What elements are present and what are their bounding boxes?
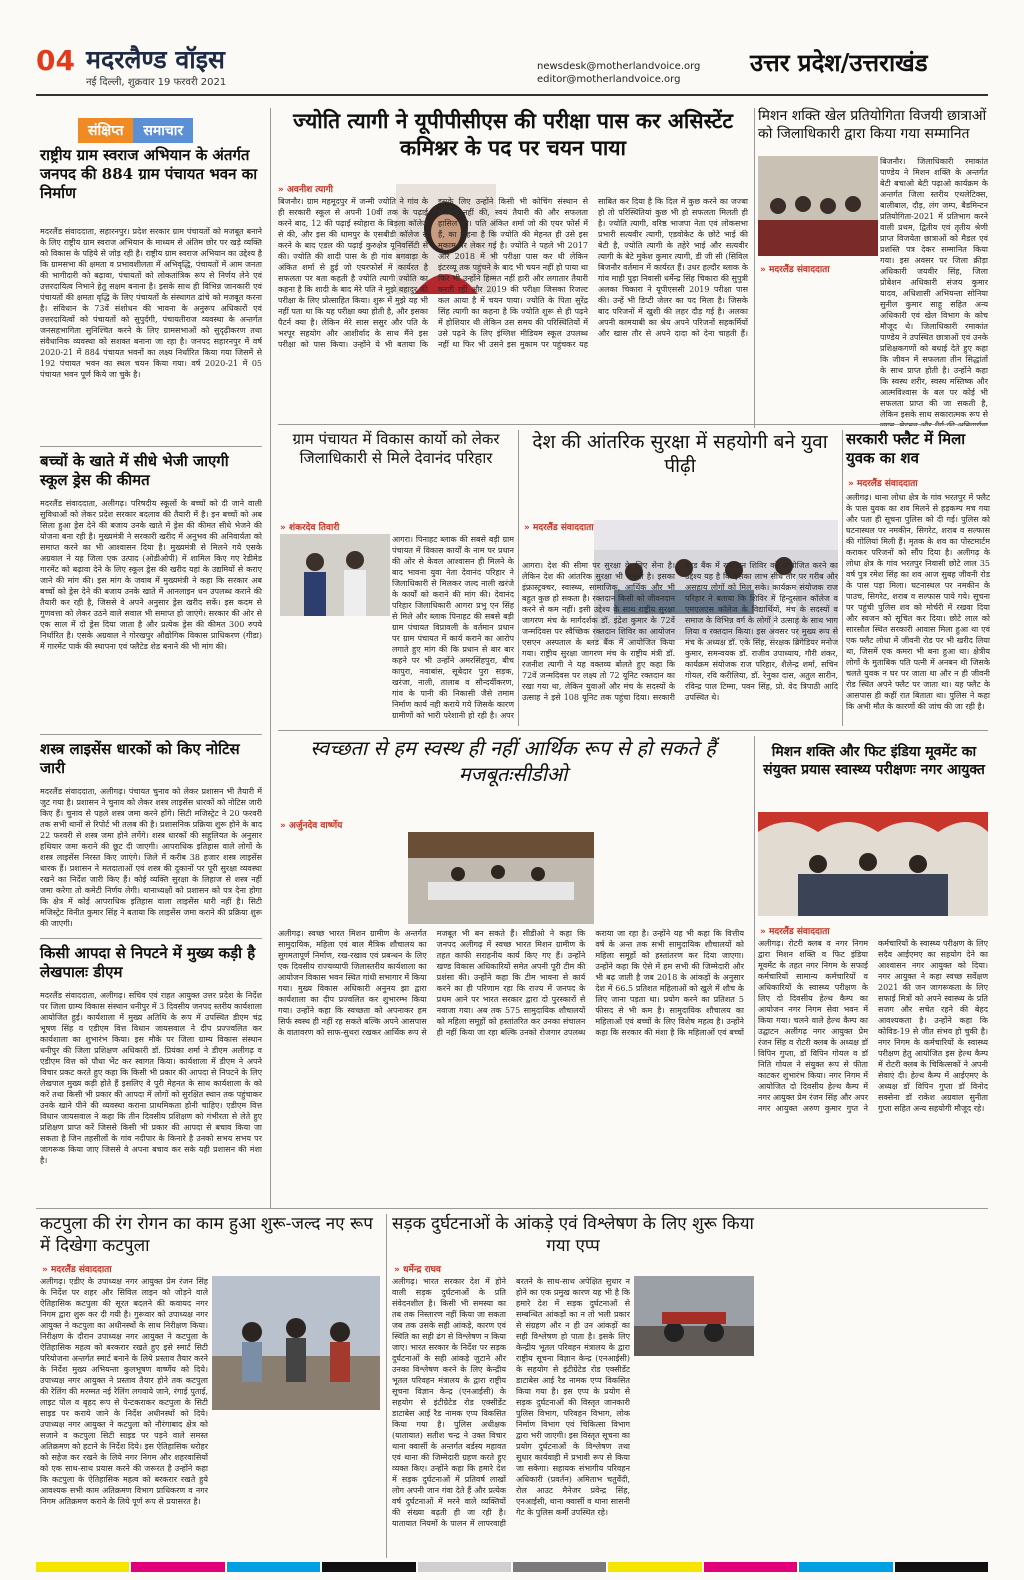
byline-text: मदरलैंड संवाददाता [532, 523, 594, 533]
color-swatch [322, 1562, 415, 1572]
meeting-photo-icon [280, 534, 390, 616]
byline-text: अवनीश त्यागी [286, 185, 333, 195]
swachhta-byline: » अर्जुनदेव वार्ष्णेय [280, 821, 343, 831]
byline-text: मदरलैंड संवाददाता [768, 265, 830, 275]
story-headline: शस्त्र लाइसेंस धारकों को किए नोटिस जारी [40, 740, 240, 778]
fit-india-byline: » मदरलैंड संवाददाता [760, 927, 830, 937]
bridge-inspection-photo-icon [212, 1276, 380, 1410]
gram-panchayat-body: आगरा। पिनाहट ब्लाक की सबसे बड़ी ग्राम पंचायत में विकास कार्यों के नाम पर प्रधान की ओर से केवल आश्वासन ही मिलने के बाद भावना युवा नेता देवानंद परिहार ने जिलाधिकारी से मिलकर जल्द नाली खरंजे के कार्यों को कराने की मांग की। देवानंद परिहार जिलाधिकारी आगरा प्रभु एन सिंह से मिले और ब्लाक पिनाहट की सबसे बड़ी ग्राम पंचायत विप्रावली के वर्तमान प्रधान पर ग्राम पंचायत में कार्य कराने का आरोप लगाते हुए मांग की कि प्रधान से बार बार कहने पर भी उन्होंने अमरसिंहपुरा, बीच कापुरा, नवाबांस, सूबेदार पुरा सड़क, खरंजा, नाली, तालाब व सौन्दर्यीकरण, गांव के पानी की निकासी जैसे तमाम निर्माण कार्य नही कराये गये जिसके कारण ग्रामीणों को भारी परेशानी हो रही है। अपर [392, 535, 514, 720]
color-swatch [418, 1562, 511, 1572]
color-swatch [131, 1562, 224, 1572]
story-headline: किसी आपदा से निपटने में मुख्य कड़ी है लेखपालः डीएम [40, 944, 256, 982]
sadak-photo [634, 1276, 754, 1356]
swachhta-body: अलीगढ़। स्वच्छ भारत मिशन ग्रामीण के अन्तर्गत सामुदायिक, महिला एवं बाल मैत्रिक शौचालय का सुगमतापूर्ण निर्माण, रख-रखाव एवं प्रबन्धन के लिए एक दिवसीय राज्यव्यापी जिलास्तरीय कार्यशाला का आयोजन विकास भवन स्थित गांधी सभागार में किया गया। मुख्य विकास अधिकारी अनुनय झा द्वारा कार्यशाला का दीप प्रज्वलित कर शुभारम्भ किया गया। उन्होंने कहा कि स्वच्छता को अपनाकर हम सिर्फ स्वस्थ ही नहीं रह सकते बल्कि अपने आसपास के वातावरण को साफ-सुथरा रखकर आर्थिक रूप से मजबूत भी बन सकते हैं। सीडीओ ने कहा कि जनपद अलीगढ़ में स्वच्छ भारत मिशन ग्रामीण के तहत काफी सराहनीय कार्य किए गए हैं। उन्होंने खण्ड विकास अधिकारियों समेत अपनी पूरी टीम की प्रशंसा की। उन्होंने कहा कि टीम भावना से कार्य करने का ही परिणाम रहा कि राज्य में जनपद के प्रथम आने पर भारत सरकार द्वारा दो पुरस्कारों से नवाजा गया। अब तक 575 सामुदायिक शौचालयों को महिला समूहों को हस्तांतरित कर उनका संचालन ही नहीं किया जा रहा बल्कि उनको रोजगार उपलब्ध कराया जा रहा है। उन्होंने यह भी कहा कि वित्तीय वर्ष के अन्त तक सभी सामुदायिक शौचालयों को महिला समूहों को हस्तांतरण कर दिया जाएगा। उन्होंने कहा कि ऐसे में हम सभी की जिम्मेदारी और भी बढ़ जाती है जब 2018 के आंकड़ों के अनुसार देश में 66.5 प्रतिशत महिलाओं को खुले में शौच के लिए जाना पड़ता था। प्रयोग करने का प्रतिशत 5 फीसद से भी कम है। सामुदायिक शौचालय का महिलाओं एवं बच्चों के लिए विशेष महत्व है। उन्होंने कहा कि सरकार की मंशा है कि महिलाओं एवं बच्चों [278, 929, 744, 1037]
byline-text: अर्जुनदेव वार्ष्णेय [288, 821, 343, 831]
katpula-photo [212, 1276, 380, 1410]
divider [36, 1208, 988, 1209]
gram-panchayat-photo [280, 534, 390, 616]
color-swatch [608, 1562, 701, 1572]
fit-india-headline: मिशन शक्ति और फिट इंडिया मूवमेंट का संयुक्त प्रयास स्वास्थ्य परीक्षणः नगर आयुक्त [763, 744, 985, 778]
katpula-headline: कटपुला की रंग रोगन का काम हुआ शुरू-जल्द नए रूप में दिखेगा कटपुला [40, 1214, 373, 1256]
byline-text: धर्मेन्द्र राघव [402, 1265, 441, 1275]
color-swatch [36, 1562, 129, 1572]
katpula-body: अलीगढ़। एडीए के उपाध्यक्ष नगर आयुक्त प्रेम रंजन सिंह के निर्देश पर शहर और सिविल लाइन को जोड़ने वाले ऐतिहासिक कटपुला की सूरत बदलने की कवायद नगर निगम द्वारा शुरू कर दी गयी है। गुरूवार को उपाध्यक्ष नगर आयुक्त ने कटपुला का अधीनस्थों के साथ निरीक्षण किया। निरीक्षण के दौरान उपाध्यक्ष नगर आयुक्त ने कटपुला के ऐतिहासिक महत्व को बरकरार रखते हुए इसे स्मार्ट सिटी परियोजना अन्तर्गत स्मार्ट बनाने के लिये प्रस्ताव तैयार करने के निर्देश मुख्य अभियन्ता कुलभूषण वार्ष्णेय को दिये। उपाध्यक्ष नगर आयुक्त ने प्रस्ताव तैयार होने तक कटपुला की रेलिंग की मरम्मत नई रेलिंग लगवाये जाने, रंगाई पुताई, लाइट पोल व बृहद रूप से पेन्टकराकर कटपुला के सिटी साइड पर कराये जाने के निर्देश अधीनस्थों को दिये। उपाध्यक्ष नगर आयुक्त ने कटपुला को नौरंगाबाद क्षेत्र को सजाने व कटपुला सिटी साइड पर पड़ने वाले समस्त अतिक्रमण को हटाने के निर्देश दिये। इस ऐतिहासिक धरोहर को सहेज कर रखने के लिये नगर निगम और शहरवासियों को एक साथ-साथ प्रयास करने की जरूरत है उन्होंने कहा कि कटपुला के ऐतिहासिक महत्व को बरकरार रखते हुये आवश्यक सभी काम अतिक्रमण विभाग प्राधिकरण व नगर निगम अतिक्रमण कराने के लिये पूर्ण रूप से प्रयासरत है। [40, 1277, 208, 1506]
ribbon-cutting-photo-icon [758, 812, 988, 916]
column-rule [386, 1214, 387, 1558]
byline-text: मदरलैंड संवाददाता [856, 479, 918, 489]
sankshipt-badge [78, 118, 193, 143]
divider [40, 734, 262, 735]
dateline: नई दिल्ली, शुक्रवार 19 फरवरी 2021 [86, 77, 227, 88]
group-photo-icon [758, 156, 878, 256]
lead-headline: ज्योति त्यागी ने यूपीपीसीएस की परीक्षा पास कर असिस्टेंट कमिश्नर के पद पर चयन पाया [293, 108, 733, 160]
column-rule [518, 430, 519, 726]
byline-text: मदरलैंड संवाददाता [50, 1265, 112, 1275]
column-rule [754, 736, 755, 1056]
column-rule [754, 108, 755, 428]
swachhta-headline: स्वच्छता से हम स्वस्थ ही नहीं आर्थिक रूप से हो सकते हैं मजबूतःसीडीओ [310, 736, 716, 786]
byline-text: शंकरदेव तिवारी [288, 523, 340, 533]
story-body: मदरलैंड संवाददाता, अलीगढ़। सचिव एवं राहत आयुक्त उत्तर प्रदेश के निर्देश पर जिला ग्राम्य विकास संस्थान धनीपुर में 3 दिवसीय जनपद स्तरीय कार्यशाला आयोजित हुई। कार्यशाला में मुख्य अतिथि के रूप में उपस्थित डीएम चंद्र भूषण सिंह व एडीएम वित्त विधान जायसवाल ने दीप प्रज्ज्वलित कर कार्यशाला का शुभारंभ किया। इस मौके पर जिला ग्राम्य विकास संस्थान धनीपुर की जिला प्रशिक्षण अधिकारी डॉ. प्रियंका शर्मा ने डीएम अलीगढ़ व एडीएम वित्त को पौधा भेंट कर स्वागत किया। कार्यशाला में डीएम ने अपने विचार प्रकट करते हुए कहा कि किसी भी प्रकार की आपदा से निपटने के लिए लेखपाल मुख्य कड़ी होते हैं इसलिए वे पूरी मेहनत के साथ कार्यशाला के को करें तथा किसी भी प्रकार की आपदा में लोगों को सुरक्षित स्थान तक पहुंचाकर उनके खाने पीने की व्यवस्था कराना प्राथमिकता होनी चाहिए। एडीएम वित्त विधान जायसवाल ने कहा कि तीन दिवसीय प्रशिक्षण को गंभीरता से लेते हुए प्रशिक्षण प्राप्त करें जिससे किसी भी प्रकार की आपदा से बचाव किया जा सकता है जिन तहसीलों के गांव नदीपार के किनारे है उनको सभय सभय पर जागरूक किया जाए जिससे वे अपना बचाव कर सके यही प्रशासन की मंशा है। [40, 991, 262, 1165]
fit-india-photo [758, 812, 988, 916]
sadak-byline: » धर्मेन्द्र राघव [394, 1265, 441, 1275]
katpula-byline: » मदरलैंड संवाददाता [42, 1265, 112, 1275]
sadak-body: अलीगढ़। भारत सरकार देश में होने वाली सड़क दुर्घटनाओं के प्रति संवेदनशील है। किसी भी समस्या का तब तक निस्तारण नहीं किया जा सकता जब तक उसके सही आंकड़े, कारण एवं स्थिति का सही ढंग से विश्लेषण न किया जाए। भारत सरकार के निर्देश पर सड़क दुर्घटनाओं के सही आंकड़े जुटाने और उनका विश्लेषण करने के लिए केन्द्रीय भूतल परिवहन मंत्रालय के द्वारा राष्ट्रीय सूचना विज्ञान केन्द्र (एनआईसी) के सहयोग से इंटीग्रेटेड रोड एक्सीडेंट डाटाबेस आई रैड नामक एप्प विकसित किया गया है। पुलिस अधीक्षक (यातायात) सतीश चन्द्र ने उक्त विचार थाना क्वार्सी के अन्तर्गत बर्डस्य महावत एवं थाना की जिम्मेदारी ग्रहण करते हुए व्यक्त किए। उन्होंने कहा कि हमारे देश में सड़क दुर्घटनाओं में प्रतिवर्ष लाखों लोग अपनी जान गंवा देते हैं और प्रत्येक वर्ष दुर्घटनाओं में मरने वाले व्यक्तियों की संख्या बढ़ती ही जा रही है। यातायात नियमों के पालन में लापरवाही बरतने के साथ-साथ अपेक्षित सुधार न होने का एक प्रमुख कारण यह भी है कि हमारे देश में सड़क दुर्घटनाओं से सम्बन्धित आंकड़ों का न तो भली प्रकार से संग्रहण और न ही उन आंकड़ों का सही विश्लेषण हो पाता है। इसके लिए केन्द्रीय भूतल परिवहन मंत्रालय के द्वारा राष्ट्रीय सूचना विज्ञान केन्द्र (एनआईसी) के सहयोग से इंटीग्रेटेड रोड एक्सीडेंट डाटाबेस आई रैड नामक एप्प विकसित किया गया है। इस एप्प के प्रयोग से सड़क दुर्घटनाओं की विस्तृत जानकारी पुलिस विभाग, परिवहन विभाग, लोक निर्माण विभाग एवं चिकित्सा विभाग द्वारा भरी जाएगी। इस विस्तृत सूचना का प्रयोग दुर्घटनाओं के विश्लेषण तथा सुधार कार्यवाही में प्रभावी रूप से किया जा सकेगा। सहायक संभागीय परिवहन अधिकारी (प्रवर्तन) अमिताभ चतुर्वेदी, रोल आउट मैनेजर प्रवेन्द्र सिंह, एनआईसी, थाना क्वार्सी व थाना सासनी गेट के पुलिस कर्मी उपस्थित रहे। [392, 1277, 630, 1528]
email-editor-link[interactable]: editor@motherlandvoice.org [537, 74, 681, 85]
story-body: मदरलैंड संवाददाता, अलीगढ़। परिषदीय स्कूलों के बच्चों को दी जाने वाली सुविधाओं को लेकर प्रदेश सरकार बदलाव की तैयारी में है। इन बच्चों को अब सिला हुआ ड्रेस देने की बजाय उनके खाते में ड्रेस की कीमत सीधे भेजने की योजना बना रही है। मुख्यमंत्री ने सरकारी खरीद में अनुभव की अनिवार्यता को समाप्त करने का भी आश्वासन दिया है। मुख्यमंत्री से मिलने गये एसके अग्रवाल ने यह जिला एक उत्पाद (ओडीओपी) में शामिल किए गए रेडीमेड गारमेंट को बढ़ावा देने के लिए स्कूल ड्रेस की खरीद यहां के उद्यमियों से कराए जाने की मांग की। इस मांग के जवाब में मुख्यमंत्री ने कहा कि सरकार अब बच्चों को ड्रेस देने की बजाय उनके खाते में आनलाइन धन उपलब्ध कराने की तैयारी कर रही है, जिससे वे अपने अनुसार ड्रेस खरीद सकें। इस कदम से गुणवत्ता को लेकर उठने वाले सवाल भी समाप्त हो जाएंगे। सरकार की ओर से एक साल में दो ड्रेस दिया जाता है और प्रत्येक ड्रेस की कीमत 300 रुपये निर्धारित है। एसके अग्रवाल ने गोरखपुर औद्योगिक विकास प्राधिकरण (गीडा) में गारमेंट पार्क की स्थापना एवं फ्लैटेड शेड बनाने की भी मांग की। [40, 499, 262, 651]
mission-khel-headline: मिशन शक्ति खेल प्रतियोगिता विजयी छात्राओं को जिलाधिकारी द्वारा किया गया सम्मानित [758, 108, 987, 142]
section-title: उत्तर प्रदेश/उत्तराखंड [750, 48, 928, 77]
flat-body: अलीगढ़। थाना लोधा क्षेत्र के गांव भरतपुर में फ्लैट के पास युवक का शव मिलने से हड़कम्प मच गया और पता ही सूचना पुलिस को दी गई। पुलिस को घटनास्थल पर नमकीन, सिगरेट, शराब व सल्फास की गोलियां मिली हैं। मृतक के शव का पोस्टमार्टम कराकर परिजनों को सौंप दिया है। अलीगढ़ के लोधा क्षेत्र के गांव भरतपुर निवासी छोटे लाल 35 वर्ष पुत्र रमेश सिंह का शव आज सुबह जीवनी रोड के पास पड़ा मिला। घटनास्थल पर नमकीन के पाउच, सिगरेट, शराब व सल्फास पाये गये। सूचना पर पहुंची पुलिस शव को मोर्चरी में रखवा दिया और स्वजन को सूचित कर दिया। छोटे लाल को सारसौल स्थित सरकारी आवास मिला हुआ था एवं एक फ्लैट लोधा में जीवनी रोड पर भी खरीद लिया था, जिसमें एक कमरा भी बना हुआ था। क्षेत्रीय लोगों के मुताबिक पति पत्नी में अनबन थी जिसके चलते युवक न घर पर जाता था और न ही जीवनी रोड स्थित अपने फ्लैट पर जाता था। यह फ्लैट के आसपास ही कहीं रात बिताता था। पुलिस ने कहा कि अभी मौत के कारणों की जांच की जा रही है। [846, 493, 990, 711]
workshop-photo-icon [408, 832, 594, 924]
gram-panchayat-headline: ग्राम पंचायत में विकास कार्यो को लेकर जिलाधिकारी से मिले देवानंद परिहार [292, 430, 500, 468]
color-swatch [799, 1562, 892, 1572]
paper-name: मदरलैण्ड वॉइस [86, 45, 225, 74]
color-registration-bar [36, 1562, 988, 1572]
flat-byline: » मदरलैंड संवाददाता [848, 479, 918, 489]
mission-khel-byline: » मदरलैंड संवाददाता [760, 265, 830, 275]
column-rule [842, 430, 843, 726]
mission-khel-photo [758, 156, 878, 256]
suraksha-body: आगरा। देश की सीमा पर सुरक्षा के लिए सेना है। लेकिन देश की आंतरिक सुरक्षा भी जरूरी है। इसका इंफ्रास्ट्रक्चर, स्वास्थ्य, सामाजिक, आर्थिक और भी बहुत कुछ हो सकता है। रक्तदान किसी को जीवनदान करने से कम नहीं। इसी उद्देश्य के साथ राष्ट्रीय सुरक्षा जागरण मंच के मार्गदर्शक डॉ. इंद्रेश कुमार के 72वें जन्मदिवस पर स्वैच्छिक रक्तदान शिविर का आयोजन एसएन अस्पताल के ब्लड बैंक में आयोजित किया गया। राष्ट्रीय सुरक्षा जागरण मंच के राष्ट्रीय मंत्री डॉ. रजनीश त्यागी ने यह वक्तव्य बोलते हुए कहा कि 72वें जन्मदिवस पर लक्ष्य तो 72 यूनिट रक्तदान का रखा गया था, लेकिन युवाओं और मंच के सदस्यों के उत्साह ने इसे 108 यूनिट तक पहुंचा दिया। सरकारी ब्लड बैंक में रक्तदान शिविर को आयोजित करने का उद्देश्य यह है कि इसका लाभ सीधे तौर पर गरीब और असहाय लोगों को मिल सके। कार्यक्रम संयोजक राज परिहार ने बताया कि शिविर में हिन्दुस्तान कॉलेज व एमएलएस कॉलेज के विद्यार्थियों, मंच के सदस्यों व समाज के विभिन्न वर्ग के लोगों ने उत्साह के साथ भाग लिया व रक्तदान किया। इस अवसर पर मुख्य रूप से मंच के अध्यक्ष डॉ. एके सिंह, संरक्षक ब्रिगेडियर मनोज कुमार, समन्वयक डॉ. राजीव उपाध्याय, गौरी शंकर, कार्यक्रम संयोजक राज परिहार, शैलेन्द्र शर्मा, सचिन गोयल, रवि करीलिया, डॉ. रेनुका दास, अतुल सारीन, रविन्द्र पाल टिम्मा, पवन सिंह, प्रो. वेद त्रिपाठी आदि उपस्थित थे। [522, 561, 838, 702]
lead-body: बिजनौर। ग्राम महमूदपुर में जन्मी ज्योति ने गांव के ही सरकारी स्कूल से अपनी 10वीं तक के पढ़ाई करने बाद, 12 की पढ़ाई स्योहारा के बिड़ला कॉलेज से की, और इस की धामपुर के एसबीडी कॉलेज से करने के बाद एडल की पढ़ाई कुरुक्षेत्र यूनिवर्सिटी से की। ज्योति की शादी पास के ही गांव बगवाड़ा के अंकित शर्मा से हुई जो एयरफोर्स में कार्यरत है सफलता पर बता कहती है ज्योति त्यागी ज्योति का कहना है कि शादी के बाद मेरे पति ने मुझे बहादुर की परीक्षा के लिए प्रोत्साहित किया। शुरू में मुझे यह भी नहीं पता था कि यह परीक्षा क्या होती है, और इसका पैटर्न क्या है। लेकिन मेरे सास ससुर और पति के भरपूर सहयोग और आशीर्वाद के साथ मैंने इस परीक्षा को पास किया। उन्होंने ये भी बताया कि इसके लिए उन्होंने किसी भी कोचिंग संस्थान से कोचिंग नहीं की, स्वयं तैयारी की और सफलता हासिल की। पति अंकित शर्मा जो की एयर फोर्स में हैं, का कहना है कि ज्योति की मेहनत ही उसे इस मुकाम पर लेकर गई है। ज्योति ने पहले भी 2017 और 2018 में भी परीक्षा पास कर थी लेकिन इंटरव्यू तक पहुंचने के बाद भी चयन नहीं हो पाया था फिर भी उन्होंने हिम्मत नहीं हारी और लगातार तैयारी करती रहीं और 2019 की परीक्षा जिसका रिजल्ट कल आया है में चयन पाया। ज्योति के पिता सुरेंद्र सिंह त्यागी का कहना है कि ज्योति शुरू से ही पढ़ने में होशियार थी लेकिन उस समय की परिस्थितियों में उसे पढ़ने के लिए इंग्लिश मीडियम स्कूल उपलब्ध नहीं था फिर भी उसने इस मुकाम पर पहुंचकर यह साबित कर दिया है कि दिल में कुछ करने का जज्बा हो तो परिस्थितियां कुछ भी हो सफलता मिलती ही है। ज्योति त्यागी, वरिष्ठ भाजपा नेता एवं लोकसभा प्रभारी सत्यवीर त्यागी, एडवोकेट के छोटे भाई की बेटी है, ज्योति त्यागी के तहेरे भाई और सत्यवीर त्यागी के बेटे मुकेश कुमार त्यागी, डी जी सी (सिविल बिजनौर वर्तमान में कार्यरत हैं। उधर हल्दौर ब्लाक के गांव माही पुड़ा निवासी धर्मेन्द्र सिंह चिकारा की सुपुत्री अलका चिकारा ने यूपीएससी 2019 परीक्षा पास की। उन्हें भी डिप्टी जेलर का पद मिला है। जिसके बाद परिजनों में खुशी की लहर दौड़ गई है। अलका अपनी कामयाबी का श्रेय अपने परिजनों सहकर्मियों और खास तौर से अपने दादा को देना चाहती हैं। [278, 197, 748, 349]
color-swatch [895, 1562, 988, 1572]
story-body: मदरलैंड संवाददाता, अलीगढ़। पंचायत चुनाव को लेकर प्रशासन भी तैयारी में जुट गया है। प्रशासन ने चुनाव को लेकर शस्त्र लाइसेंस धारकों को नोटिस जारी किए हैं। चुनाव से पहले शस्त्र जमा करने होंगे। सिटी मजिस्ट्रेट ने 20 फरवरी तक सभी थानों से रिपोर्ट भी तलब की है। प्रशासनिक प्रक्रिया शुरू होने के बाद 22 फरवरी से शस्त्र जमा होने लगेंगे। शस्त्र धारकों की सहूलियत के अनुसार हथियार जमा कराने की छूट दी जाएगी। आपराधिक इतिहास वाले लोगों के शस्त्र लाइसेंस निरस्त किए जाएंगे। जिले में करीब 38 हजार शस्त्र लाइसेंस धारक हैं। प्रशासन ने मतदाताओं एवं शस्त्र की दुकानों पर पूरी सुरक्षा व्यवस्था रखने का निर्देश जारी किए हैं। कोई व्यक्ति सुरक्षा के लिहाज से शस्त्र नहीं जमा करेगा तो कमेटी निर्णय लेगी। थानाध्यक्षों को प्रशासन को पत्र देना होगा कि क्षेत्र में कोई आपराधिक इतिहास वाला लाइसेंस धारी नहीं है। सिटी मजिस्ट्रेट विनीत कुमार सिंह ने बताया कि लाइसेंस जमा कराने की प्रक्रिया शुरू की जाएगी। [40, 787, 262, 928]
color-swatch [704, 1562, 797, 1572]
story-body: मदरलैंड संवाददाता, सहारनपुर। प्रदेश सरकार ग्राम पंचायतों को मजबूत बनाने के लिए राष्ट्रीय ग्राम स्वराज अभियान के माध्यम से अंतिम छोर पर खड़े व्यक्ति को विकास के पहिये से जोड़ रही है। राष्ट्रीय ग्राम स्वराज अभियान का उद्देश्य है कि ग्रामसभा की क्षमता व प्रभावशीलता में अभिवृद्धि, पंचायतों में आम जनता की भागीदारी को बढ़ावा, पंचायतों को लोकतांत्रिक रूप से निर्णय लेने एवं उत्तरदायित्व निभाने हेतु सक्षम बनाना है। इसके साथ ही विभिन्न जानकारी एवं पंचायतों की क्षमता वृद्धि के लिए पंचायतों के संस्थागत ढांचे को मजबूत करना है। संविधान के 73वें संशोधन की भावना के अनुरूप अधिकारों एवं उत्तरदायित्वों को पंचायतों को सुपुर्दगी, पंचायतीराज व्यवस्था के अन्तर्गत जनसहभागिता सुनिश्चित करने के लिए ग्रामसभाओं को सुदृढ़ीकरण तथा संवैधानिक व्यवस्था को सशक्त बनाना जा रहा है। जनपद सहारनपुर में वर्ष 2020-21 में 884 पंचायत भवनों का लक्ष्य निर्धारित किया गया जिसमें से 192 पंचायत भवन का स्थल चयन किया गया। वर्ष 2020-21 में 05 पंचायत भवन पूर्ण किये जा चुके है। [40, 227, 262, 379]
mission-khel-body: बिजनौर। जिलाधिकारी रमाकांत पाण्डेय ने मिशन शक्ति के अन्तर्गत बेटी बचाओ बेटी पढ़ाओ कार्यक्रम के अन्तर्गत जिला स्तरीय एथलेटिक्स, बालीबाल, दौड़, लंग जम्प, बैडमिन्टन प्रतियोगिता-2021 में प्रतिभाग करने वाली प्रथम, द्वितीय एवं तृतीय श्रेणी प्राप्त विजयेता छात्राओं को मैडल एवं प्रशस्ति पत्र देकर सम्मानित किया गया। इस अवसर पर जिला क्रीड़ा अधिकारी जयवीर सिंह, जिला प्रोबेशन अधिकारी संजय कुमार यादव, अधिशासी अभियन्ता सोनिया सुनील कुमार साहू सहित अन्य अधिकारी एवं खेल विभाग के कोच मौजूद थे। जिलाधिकारी रमाकांत पाण्डेय ने उपस्थित छात्राओं एवं उनके प्रशिक्षकगणों को बधाई देते हुए कहा कि जीवन में सफलता तीन सिद्धांतों के साथ प्राप्त होती है। उन्होंने कहा कि स्वस्थ शरीर, स्वस्थ मस्तिष्क और आत्मविश्वास के बल पर कोई भी सफलता प्राप्त की जा सकती है, लेकिन इसके साथ सकारात्मक रूप से [880, 157, 988, 419]
swachhta-photo [408, 832, 594, 924]
byline-text: मदरलैंड संवाददाता [768, 927, 830, 937]
masthead-rule [36, 94, 988, 96]
badge-sankshipt: संक्षिप्त [78, 118, 133, 143]
column-rule [270, 108, 271, 1208]
email-block [537, 60, 700, 86]
suraksha-byline: » मदरलैंड संवाददाता [524, 523, 594, 533]
gram-panchayat-byline: » शंकरदेव तिवारी [280, 523, 340, 533]
divider [40, 938, 262, 939]
page-number: 04 [36, 44, 75, 77]
suraksha-headline: देश की आंतरिक सुरक्षा में सहयोगी बने युवा पीढ़ी [532, 431, 828, 478]
story-headline: बच्चों के खाते में सीधे भेजी जाएगी स्कूल ड्रेस की कीमत [40, 452, 229, 490]
divider [40, 446, 262, 447]
color-swatch [227, 1562, 320, 1572]
flat-headline: सरकारी फ्लैट में मिला युवक का शव [846, 430, 966, 468]
color-swatch [513, 1562, 606, 1572]
email-newsdesk-link[interactable]: newsdesk@motherlandvoice.org [537, 61, 701, 72]
accident-photo-icon [634, 1276, 754, 1356]
story-headline: राष्ट्रीय ग्राम स्वराज अभियान के अंतर्गत जनपद की 884 ग्राम पंचायत भवन का निर्माण [40, 146, 258, 203]
badge-samachar: समाचार [133, 118, 193, 143]
fit-india-body: अलीगढ़। रोटरी क्लब व नगर निगम द्वारा मिशन शक्ति व फिट इंडिया मूवमेंट के तहत नगर निगम के सफाई कर्मचारियों सामान्य कर्मचारियों व अधिकारियों के स्वास्थ्य परीक्षण के लिए दो दिवसीय हेल्थ कैम्प का आयोजन नगर निगम सेवा भवन में किया गया। चलने वाले हेल्थ कैम्प का उद्घाटन अलीगढ़ नगर आयुक्त प्रेम रंजन सिंह व रोटरी क्लब के अध्यक्ष डॉ विपिन गुप्ता, डॉ विपिन गोयल व डॉ निति गोयल ने संयुक्त रूप से फीता काटकर शुभारंभ किया। नगर निगम में आयोजित दो दिवसीय हेल्थ कैम्प में नगर आयुक्त प्रेम रंजन सिंह और अपर नगर आयुक्त अरुण कुमार गुप्त ने कर्मचारियों के स्वास्थ्य परीक्षण के लिए सदैव आईएमए का सहयोग देने का आश्वासन नगर आयुक्त को दिया। नगर आयुक्त ने कहा स्वच्छ सर्वेक्षण 2021 की जन जागरूकता के लिए सफाई मित्रों को अपने स्वास्थ्य के प्रति सजग और सचेत रहने की बेहद आवश्यकता है। उन्होंने कहा कि कोविड-19 से जीत संभव हो चुकी है। नगर निगम के कर्मचारियों के स्वास्थ्य परीक्षण हेतु आयोजित इस हेल्थ कैम्प में रोटरी क्लब के चिकित्सकों ने अपनी सेवाएं दी। हेल्थ कैम्प में आईएमए के अध्यक्ष डॉ विपिन गुप्ता डॉ विनोद सक्सेना डॉ राकेश अग्रवाल सुनीता गुप्ता सहित अन्य सहयोगी मौजूद रहे। [758, 939, 988, 1113]
divider [278, 424, 988, 425]
sadak-headline: सड़क दुर्घटनाओं के आंकड़े एवं विश्लेषण के लिए शुरू किया गया एप्प [392, 1214, 754, 1256]
divider [278, 730, 988, 731]
lead-byline: » अवनीश त्यागी [278, 185, 333, 195]
